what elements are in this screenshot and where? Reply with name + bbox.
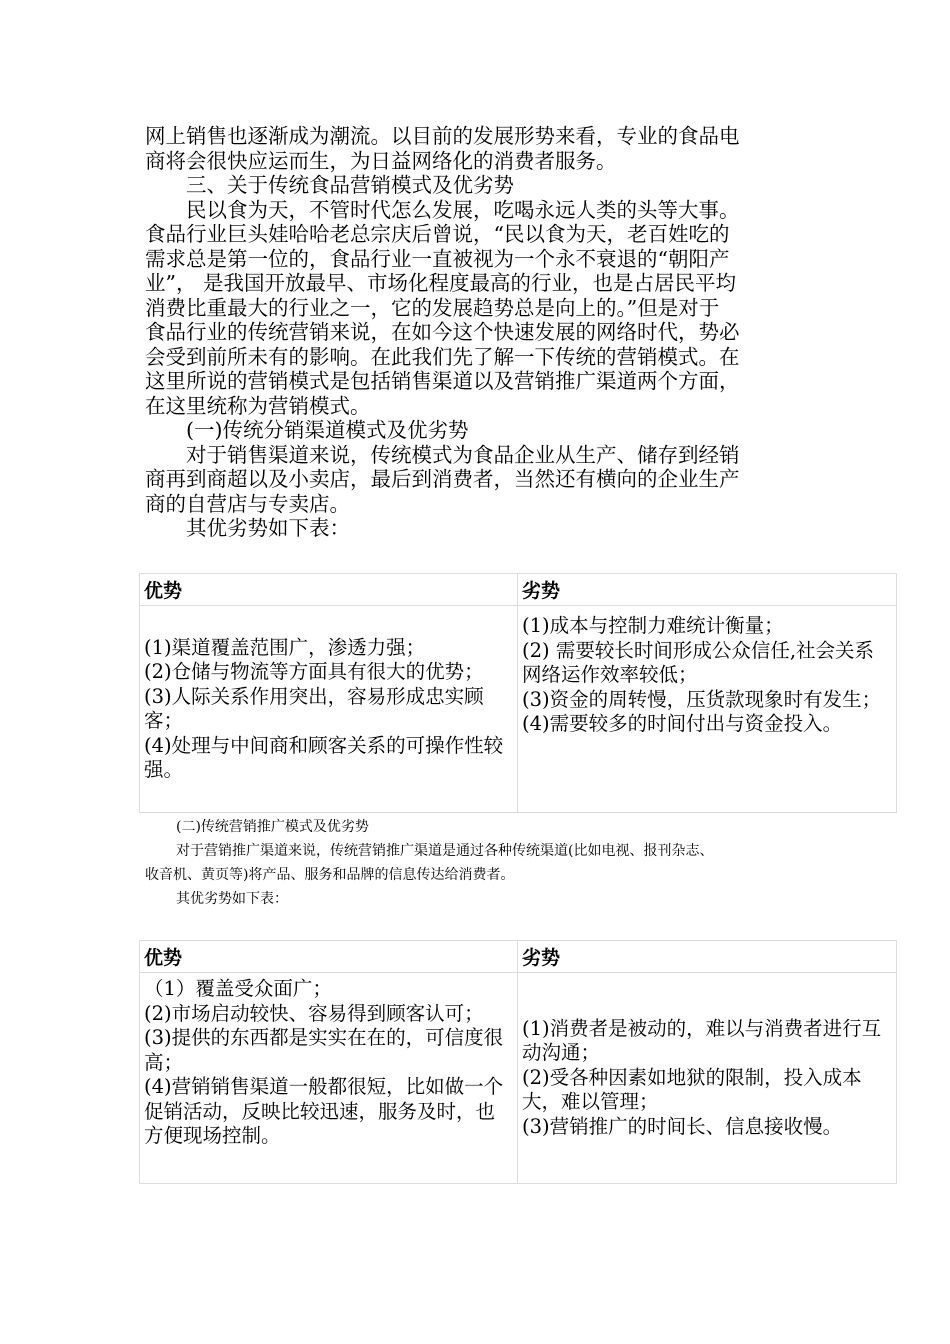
disadvantages-cell [518,973,897,1184]
list-item: (1)渠道覆盖范围广，渗透力强； [144,635,426,659]
text-line: 食品行业的传统营销来说，在如今这个快速发展的网络时代，势必 [145,320,740,344]
promotion-section [145,815,845,911]
table-intro: 其优劣势如下表： [176,891,288,907]
table-row [140,973,897,1184]
table-intro: 其优劣势如下表： [186,516,350,540]
promotion-pros-cons-table [139,940,897,1184]
table-header-row [140,941,897,973]
list-item: (2)市场启动较快、容易得到顾客认可； [144,1001,484,1025]
list-item: (2)受各种因素如地狱的限制，投入成本大，难以管理； [522,1065,862,1114]
list-item: (1)成本与控制力难统计衡量； [522,614,784,637]
distribution-pros-cons-table [139,573,897,813]
text-line: 对于销售渠道来说，传统模式为食品企业从生产、储存到经销 [186,442,740,467]
text-line: 业”， 是我国开放最早、市场化程度最高的行业，也是占居民平均 [145,271,736,295]
text-line: 需求总是第一位的，食品行业一直被视为一个永不衰退的“朝阳产 [145,246,730,271]
disadvantages-cell [518,606,897,813]
header-disadvantages: 劣势 [518,574,897,606]
list-item: (3)提供的东西都是实实在在的，可信度很高； [144,1026,504,1074]
sub-heading: (一)传统分销渠道模式及优劣势 [186,418,469,442]
section-heading: 三、关于传统食品营销模式及优劣势 [186,173,514,197]
advantages-cell [140,973,518,1184]
list-item: (3)人际关系作用突出，容易形成忠实顾客； [144,684,484,732]
text-line: 食品行业巨头娃哈哈老总宗庆后曾说，“民以食为天，老百姓吃的 [145,222,730,246]
list-item: (2)仓储与物流等方面具有很大的优势； [144,660,484,683]
list-item: (4)需要较多的时间付出与资金投入。 [522,712,843,735]
header-advantages: 优势 [140,574,518,606]
list-item: (3)资金的周转慢，压货款现象时有发生； [522,687,882,711]
text-line: 在这里统称为营销模式。 [145,393,371,418]
text-line: 对于营销推广渠道来说，传统营销推广渠道是通过各种传统渠道(比如电视、报刊杂志、 [176,843,714,859]
list-item: (3)营销推广的时间长、信息接收慢。 [522,1114,843,1138]
intro-block [145,124,805,541]
header-disadvantages: 劣势 [518,941,897,973]
table-row [140,606,897,813]
text-line: 会受到前所未有的影响。在此我们先了解一下传统的营销模式。在 [145,344,740,369]
text-line: 消费比重最大的行业之一，它的发展趋势总是向上的。”但是对于 [145,295,720,320]
text-line: 商的自营店与专卖店。 [145,491,350,516]
text-line: 民以食为天，不管时代怎么发展，吃喝永远人类的头等大事。 [186,197,740,222]
list-item: (1)消费者是被动的，难以与消费者进行互动沟通； [522,1016,882,1065]
text-line: 收音机、黄页等)将产品、服务和品牌的信息传达给消费者。 [145,867,515,883]
advantages-cell [140,606,518,813]
list-item: (4)营销销售渠道一般都很短，比如做一个促销活动，反映比较迅速，服务及时，也方便现场控制。 [144,1075,504,1147]
table-header-row [140,574,897,606]
list-item: (4)处理与中间商和顾客关系的可操作性较强。 [144,733,504,781]
list-item: (2) 需要较长时间形成公众信任,社会关系网络运作效率较低； [522,638,875,686]
text-line: 商再到商超以及小卖店，最后到消费者，当然还有横向的企业生产 [145,467,740,491]
list-item: （1）覆盖受众面广； [144,977,332,1000]
text-line: 网上销售也逐渐成为潮流。以目前的发展形势来看，专业的食品电 [145,124,740,148]
sub-heading: (二)传统营销推广模式及优劣势 [176,819,369,835]
header-advantages: 优势 [140,941,518,973]
text-line: 这里所说的营销模式是包括销售渠道以及营销推广渠道两个方面， [145,369,740,393]
text-line: 商将会很快应运而生，为日益网络化的消费者服务。 [145,148,617,173]
